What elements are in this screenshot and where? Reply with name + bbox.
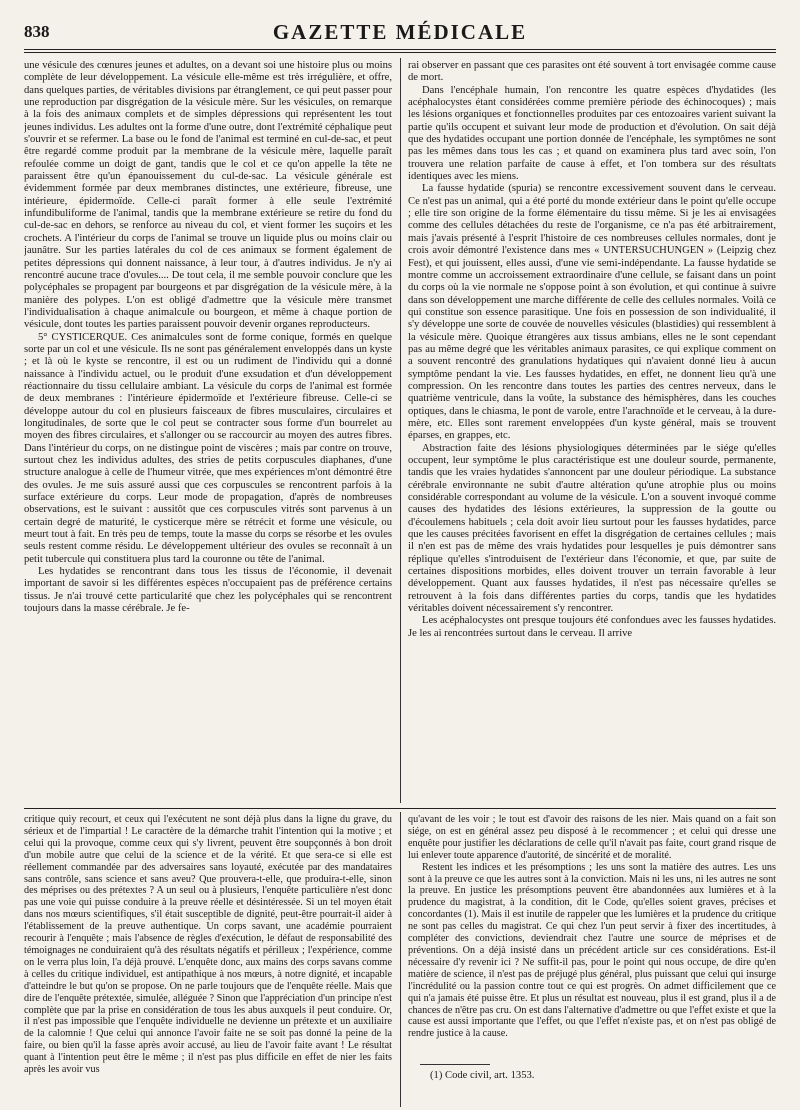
page-header xyxy=(24,18,776,46)
paragraph: Restent les indices et les présomptions ; les uns sont la matière des autres. Les uns sont à la preuve ce que les autres sont à la conviction. Mais ni les uns, ni les autres ne sont la preuve. En justice les présomptions peuvent être abandonnées aux lumières et à la prudence du magistrat, à la condition, dit le Code, qu'elles soient graves, précises et concordantes (1). Mais il est inutile de rappeler que les lumières et la prudence du critique ne sont pas celles du magistrat. Ce qui chez l'un peut servir à fixer des incertitudes, à compléter des convictions, deviendrait chez l'autre une source de méprises et de préventions. On a déjà insisté dans un précédent article sur ces considérations. Est-il nécessaire d'y revenir ici ? Ne suffit-il pas, pour le point qui nous occupe, de dire qu'en matière de science, il n'est pas de préjugé plus général, plus puissant que celui qui insurge l'incrédulité ou la passion contre tout ce qui est progrès. On admet difficilement que ce qui n'a jamais été puisse être. Et plus un résultat est nouveau, plus il est grand, plus il a de chances de n'être pas cru. On est dans l'alternative d'admettre ou que l'effet existe et que la cause est aussi importante que l'effet, ou que l'effet n'existe pas, et on n'est pas obligé de rendre justice à la cause. xyxy=(408,861,776,1040)
paragraph: Les acéphalocystes ont presque toujours été confondues avec les fausses hydatides. Je les ai rencontrées surtout dans le cerveau. Il arrive xyxy=(408,615,776,639)
page-number: 838 xyxy=(24,22,50,41)
paragraph: critique quiy recourt, et ceux qui l'exécutent ne sont déjà plus dans la ligne du grave, du sérieux et de l'impartial ! Le caractère de la démarche trahit l'intention qui la motive ; et celui qui la provoque, comme ceux qui s'y livrent, peuvent être soupçonnés à bon droit d'un mobile autre que celui de la science et de la vérité. Et que sera-ce si elle est réellement commandée par des adversaires sans loyauté, exécutée par des mandataires sans contrôle, sans science et sans aveu? Que prouvera-t-elle, que produira-t-elle, sinon des méprises ou des prétextes ? A un seul ou à plusieurs, l'enquête particulière n'est donc pas une voie qui puisse conduire à la preuve réelle et désintéressée. Si un tel moyen était dans nos mœurs scientifiques, s'il était susceptible de dignité, peut-être pourrait-il aider à l'établissement de la preuve authentique. Un corps savant, une académie pourraient recourir à l'enquête ; mais l'absence de règles d'exécution, le défaut de responsabilité des témoignages ne conduiraient qu'à des résultats négatifs et périlleux ; l'expérience, comme on le verra plus loin, l'a déjà prouvé. L'enquête donc, aux mains des corps savans comme à celles du critique individuel, est antipathique à nos mœurs, à notre dignité, et incapable d'atteindre le but qu'on se propose. On ne parle toujours que de l'enquête réelle. Mais que dire de l'enquête prétextée, simulée, alléguée ? Sinon que l'appréciation d'un principe n'est complète que par la prise en considération de tous les abus auxquels il peut conduire. Or, il n'est pas impossible que l'enquête individuelle ne devienne un prétexte et un auxiliaire de la calomnie ! Que celui qui annonce l'avoir faite ne se soit pas donné la peine de la faire, ou bien qu'il la fasse après avoir accusé, au lieu de l'avoir faite avant ! Le résultat quant à l'intention peut être le même ; il n'est pas plus difficile en effet de nier les faits après les avoir vus xyxy=(24,814,392,1076)
article-column-left xyxy=(24,60,392,805)
feuilleton-column-left xyxy=(24,814,392,1104)
column-divider-lower xyxy=(400,812,401,1107)
paragraph: rai observer en passant que ces parasites ont été souvent à tort envisagée comme cause de mort. xyxy=(408,60,776,84)
paragraph: Abstraction faite des lésions physiologiques déterminées par le siége qu'elles occupent, leur symptôme le plus caractéristique est une douleur sourde, permanente, tandis que les vraies hydatides s'annoncent par une douleur périodique. La substance cérébrale environnante ne subit d'autre altération qu'une atrophie plus ou moins considérable correspondant au volume de la vésicule. L'on a souvent invoqué comme causes des hydatides des lésions extérieures, la suppression de la goutte ou d'écoulemens habituels ; cela doit avoir lieu surtout pour les fausses hydatides, parce que les causes précitées favorisent en effet la disgrégation de certaines cellules ; mais il n'en est pas de même des vrais hydatides pour lesquelles je puis démontrer sans réplique qu'elles s'introduisent de l'extérieur dans l'économie, et que, par suite de certaines dispositions morbides, elles doivent trouver un terrain favorable à leur développement. Quant aux fausses hydatides, il n'est pas nécessaire qu'elles se retrouvent à la fois dans différentes parties du corps, tandis que les hydatides véritables doivent nécessairement s'y rencontrer. xyxy=(408,442,776,615)
paragraph: Dans l'encéphale humain, l'on rencontre les quatre espèces d'hydatides (les acéphalocystes étant considérées comme première période des échinocoques) ; mais les lésions organiques et fonctionnelles produites par ces entozoaires varient suivant la partie qu'ils occupent et suivant leur mode de production et d'évolution. On sait déjà que des hydatides occupant une portion donnée de l'encéphale, les symptômes ne sont pas les mêmes dans tous les cas ; et quand on examinera plus tard avec soin, l'on trouvera une relation parfaite de cause à effet, et l'on tombera sur des résultats identiques avec les miens. xyxy=(408,84,776,183)
header-rule xyxy=(24,49,776,50)
paragraph: La fausse hydatide (spuria) se rencontre excessivement souvent dans le cerveau. Ce n'est pas un animal, qui a été porté du monde extérieur dans le point qu'elle occupe ; elle tire son origine de la forme élémentaire du tissu même. Si je les ai envisagées comme des cellules détachées du reste de l'organisme, ce n'a pas été arbitrairement, mais j'avais présenté à l'esprit l'histoire de ces nombreuses cellules normales, dont je crois avoir démontré l'existence dans mes « UNTERSUCHUNGEN » (Leipzig chez Fest), et qui jouissent, elles aussi, d'une vie semi-indépendante. La fausse hydatide se montre comme un accroissement extraordinaire d'une cellule, se faisant dans un point du corps où la vie normale ne s'oppose point à son évolution, et qui continue à suivre dans son développement une marche différente de celle des cellules normales. Voilà ce qui constitue son essence parasitique. Une fois en possession de son individualité, il s'y développe une sorte de couvée de nouvelles vésicules (blastidies) qui ressemblent à la vésicule mère. Quoique étrangères aux tissus ambians, elles ne le sont cependant pas au même degré que les véritables animaux parasites, ce qui explique comment on a souvent rencontré des granulations hydatiques qui n'avaient donné lieu à aucun symptôme pendant la vie. Les fausses hydatides, en effet, ne donnent lieu qu'à une compression. On les rencontre dans toutes les parties des centres nerveux, dans le quatrième ventricule, dans la voûte, la substance des hémisphères, dans les couches optiques, dans le chiasma, le pont de varole, entre l'arachnoïde et le cerveau, à la dure-mère, etc. Elles sont rarement enveloppées d'un kyste général, mais se trouvent éparses, en grappes, etc. xyxy=(408,183,776,442)
footnote: (1) Code civil, art. 1353. xyxy=(430,1070,535,1081)
footnote-rule xyxy=(420,1064,490,1065)
article-column-right xyxy=(408,60,776,805)
paragraph: une vésicule des cœnures jeunes et adultes, on a devant soi une histoire plus ou moins complète de leur développement. La vésicule elle-même est très irrégulière, et offre, dans quelques parties, de véritables divisions par étranglement, ce qui peut passer pour une reproduction par disgrégation de la vésicule mère. Sur les vésicules, on remarque à la fois des animaux complets et de simples dépressions qui représentent les tout jeunes individus. Les adultes ont la forme d'une outre, dont l'extrémité céphalique peut s'ouvrir et se refermer. La base ou le fond de l'animal est terminé en cul-de-sac, et peut être regardé comme produit par la membrane de la vésicule mère, laquelle paraît refoulée comme un doigt de gant, tandis que le col et ce qu'on appelle la tête ne paraissent être qu'un épanouissement du cul-de-sac. La vésicule générale est évidemment formée par deux membranes distinctes, une extérieure, fibreuse, une intérieure, épidermoïde. Celle-ci paraît former à elle seule l'extrémité infundibuliforme de l'animal, tandis que la membrane extérieure se retire du fond du cul-de-sac en dehors, se renforce au niveau du col, et vient former les suçoirs et les crochets. A l'intérieur du corps de l'animal se trouve un liquide plus ou moins clair ou jaunâtre. Sur les parties latérales du col de ces animaux se forment également de petites dépressions qui donnent naissance, à leur tour, à d'autres individus. Je n'y ai rencontré aucune trace d'ovules.... De tout cela, il me semble pouvoir conclure que les polycéphales se propagent par bourgeons et par disgrégation de la vésicule mère, à la manière des polypes. L'on est obligé d'admettre que la vésicule mère transmet l'individualisation à chaque animalcule ou bourgeon, et même à chaque portion de vésicule, dont toutes les parties paraissent pouvoir devenir organes reproducteurs. xyxy=(24,60,392,331)
column-divider xyxy=(400,58,401,803)
journal-title: GAZETTE MÉDICALE xyxy=(272,20,528,44)
header-rule-2 xyxy=(24,52,776,53)
feuilleton-separator xyxy=(24,808,776,809)
paragraph: qu'avant de les voir ; le tout est d'avoir des raisons de les nier. Mais quand on a fait son siége, on est en général assez peu disposé à le recommencer ; et celui qui dresse une enquête pour justifier les déclarations de celle qu'il n'avait pas faite, court grand risque de lui enlever toute apparence d'autorité, de sincérité et de moralité. xyxy=(408,814,776,861)
feuilleton-column-right xyxy=(408,814,776,1044)
paragraph: 5° CYSTICERQUE. Ces animalcules sont de forme conique, formés en quelque sorte par un col et une vésicule. Ils ne sont pas généralement enveloppés dans un kyste ; et là où le kyste se rencontre, il est ou un rudiment de l'individu qui a donné naissance à l'individu actuel, ou le produit d'une exsudation et d'un développement réactionnaire du tissu cellulaire ambiant. La vésicule du corps de l'animal est formée de deux membranes : l'intérieure épidermoïde et l'extérieure fibreuse. Celle-ci se développe autour du col en plusieurs faisceaux de fibres musculaires, circulaires et longitudinales, de sorte que le col peut se contracter sous forme d'un bourrelet au moyen des fibres circulaires, et s'allonger ou se raccourcir au moyen des autres fibres. Dans l'intérieur du corps, on ne distingue point de viscères ; mais par contre on trouve, surtout chez les individus adultes, des stries de petits corpuscules diaphanes, d'une structure analogue à celle de l'humeur vitrée, que mes expériences m'ont démontré être des ovules. Je me suis assuré aussi que ces corpuscules se rencontrent parfois à la surface extérieure du corps. Leur mode de propagation, d'après de nombreuses observations, est le suivant : aussitôt que ces corpuscules vitrés sont parvenus à un certain degré de maturité, le cysticerque mère se rétrécit et forme une vésicule, ou meurt tout à fait. En très peu de temps, toute la masse du corps se résorbe et les ovules seuls restent comme résidu. Le développement ultérieur des ovules se reconnaît à un petit tubercule qui constituera plus tard la couronne ou tête de l'animal. xyxy=(24,331,392,565)
paragraph: Les hydatides se rencontrant dans tous les tissus de l'économie, il devenait important de savoir si les différentes espèces n'occupaient pas de préférence certains tissus. Je n'ai trouvé cette particularité que chez les polycéphales qui se rencontrent toujours dans la masse cérébrale. Je fe- xyxy=(24,566,392,615)
